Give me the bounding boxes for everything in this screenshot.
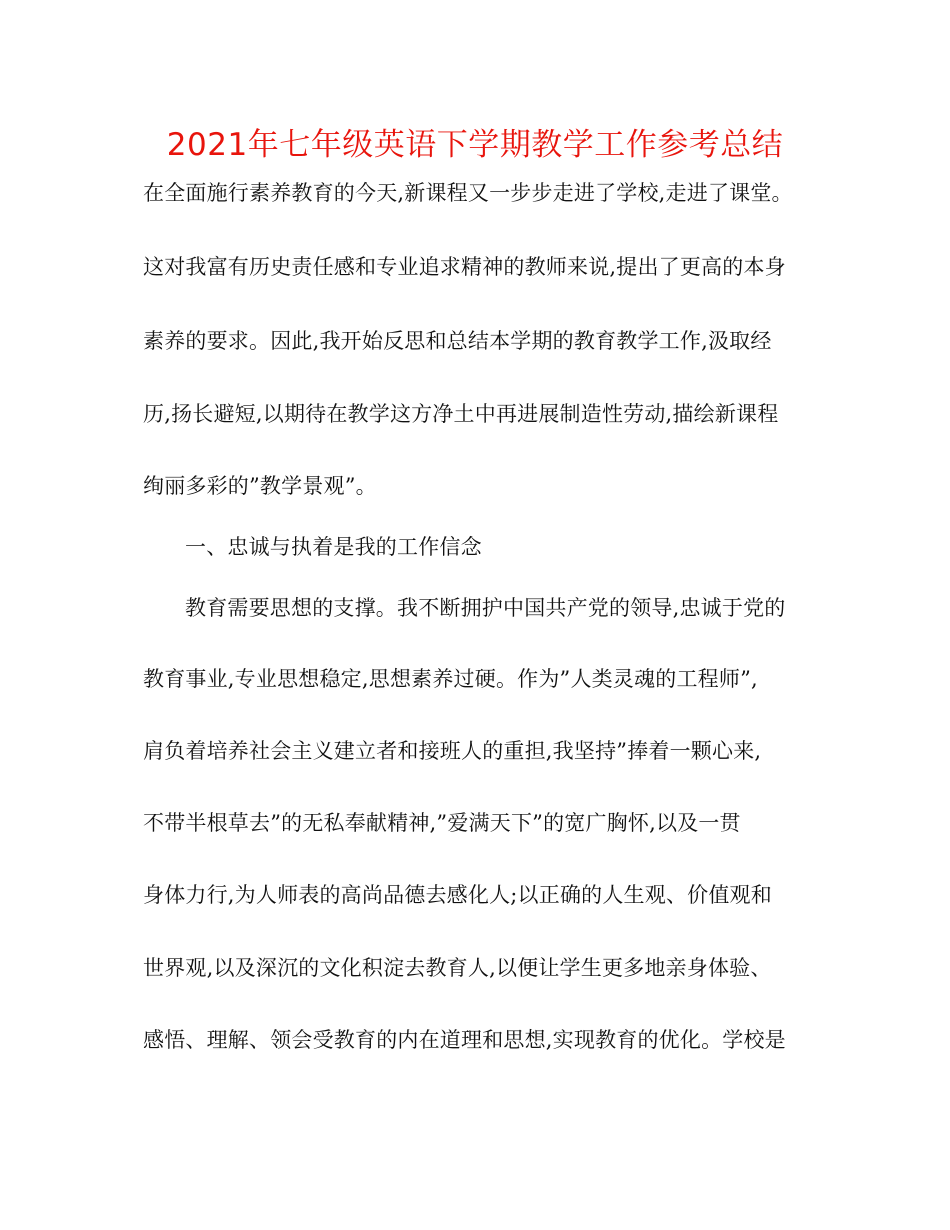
body-line-3: 素养的要求。因此,我开始反思和总结本学期的教育教学工作,汲取经 [143, 329, 772, 353]
body-line-8: 肩负着培养社会主义建立者和接班人的重担,我坚持”捧着一颗心来, [143, 739, 762, 763]
section-heading-1: 一、忠诚与执着是我的工作信念 [185, 535, 482, 559]
body-line-7: 教育事业,专业思想稳定,思想素养过硬。作为”人类灵魂的工程师”, [143, 667, 758, 691]
body-line-6: 教育需要思想的支撑。我不断拥护中国共产党的领导,忠诚于党的 [185, 596, 786, 620]
body-line-12: 感悟、理解、领会受教育的内在道理和思想,实现教育的优化。学校是 [143, 1028, 786, 1052]
body-line-10: 身体力行,为人师表的高尚品德去感化人;以正确的人生观、价值观和 [143, 883, 772, 907]
body-line-11: 世界观,以及深沉的文化积淀去教育人,以便让学生更多地亲身体验、 [143, 956, 772, 980]
document-title: 2021年七年级英语下学期教学工作参考总结 [166, 127, 784, 163]
body-line-5: 绚丽多彩的”教学景观”。 [143, 474, 377, 498]
body-line-1: 在全面施行素养教育的今天,新课程又一步步走进了学校,走进了课堂。 [143, 181, 793, 205]
body-line-9: 不带半根草去”的无私奉献精神,”爱满天下”的宽广胸怀,以及一贯 [143, 811, 741, 835]
body-line-2: 这对我富有历史责任感和专业追求精神的教师来说,提出了更高的本身 [143, 255, 786, 279]
body-line-4: 历,扬长避短,以期待在教学这方净土中再进展制造性劳动,描绘新课程 [143, 402, 779, 426]
